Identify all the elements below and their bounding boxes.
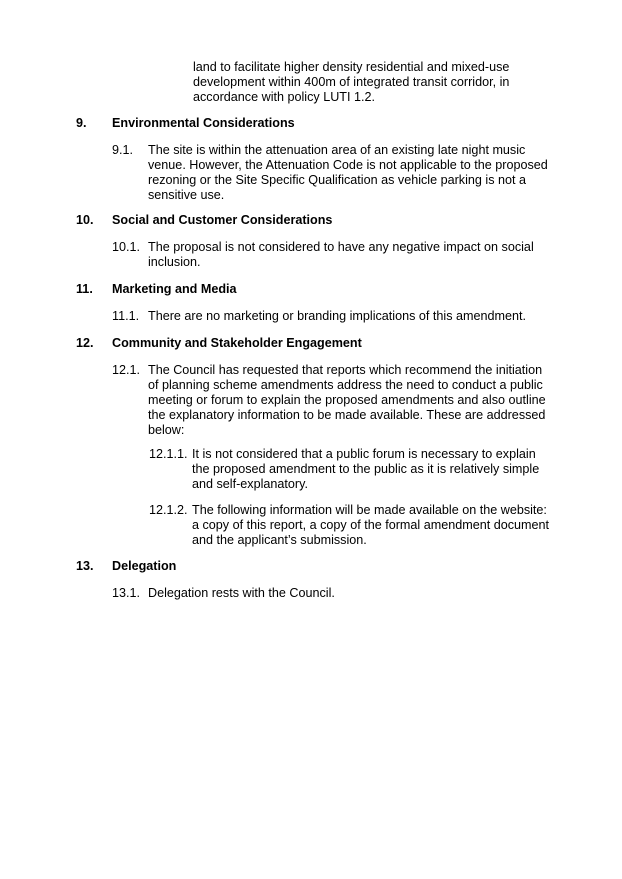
section-heading-9 [76, 116, 295, 131]
section-title: Delegation [112, 559, 177, 573]
paragraph-13-1 [112, 586, 552, 601]
section-heading-11 [76, 282, 237, 297]
paragraph-10-1 [112, 240, 552, 270]
subparagraph-text: The following information will be made available on the website: a copy of this report, a copy of the formal amendment document and the applicant’s submission. [192, 503, 550, 547]
subparagraph-text: It is not considered that a public forum is necessary to explain the proposed amendment to the public as it is relatively simple and self-explanatory. [192, 447, 540, 491]
paragraph-text: The Council has requested that reports which recommend the initiation of planning scheme amendments address the need to conduct a public meeting or forum to explain the proposed amendments and also outline the explanatory information to be made available. These are addressed below: [148, 363, 546, 437]
subparagraph-number: 12.1.2. [149, 503, 188, 517]
paragraph-text: The site is within the attenuation area of an existing late night music venue. However, the Attenuation Code is not applicable to the proposed rezoning or the Site Specific Qualification as vehicle parking is not a sensitive use. [148, 143, 548, 202]
paragraph-number: 10.1. [112, 240, 141, 254]
paragraph-9-1 [112, 143, 552, 203]
paragraph-text: There are no marketing or branding implications of this amendment. [148, 309, 527, 323]
section-title: Environmental Considerations [112, 116, 295, 130]
section-heading-12 [76, 336, 362, 351]
section-number: 9. [76, 116, 87, 130]
subparagraph-12-1-1 [149, 447, 549, 492]
section-heading-10 [76, 213, 332, 228]
subparagraph-12-1-2 [149, 503, 549, 548]
paragraph-number: 11.1. [112, 309, 140, 323]
section-number: 13. [76, 559, 94, 573]
section-title: Community and Stakeholder Engagement [112, 336, 362, 350]
subparagraph-number: 12.1.1. [149, 447, 188, 461]
paragraph-12-1 [112, 363, 552, 438]
paragraph-number: 12.1. [112, 363, 141, 377]
section-title: Social and Customer Considerations [112, 213, 333, 227]
paragraph-number: 13.1. [112, 586, 141, 600]
paragraph-number: 9.1. [112, 143, 134, 157]
paragraph-text: The proposal is not considered to have any negative impact on social inclusion. [148, 240, 534, 269]
section-title: Marketing and Media [112, 282, 237, 296]
section-number: 12. [76, 336, 94, 350]
paragraph-text: Delegation rests with the Council. [148, 586, 335, 600]
section-number: 10. [76, 213, 94, 227]
continuation-text: land to facilitate higher density residential and mixed-use development within 400m of integrated transit corridor, in accordance with policy LUTI 1.2. [193, 60, 510, 104]
section-number: 11. [76, 282, 93, 296]
section-heading-13 [76, 559, 176, 574]
paragraph-11-1 [112, 309, 552, 324]
